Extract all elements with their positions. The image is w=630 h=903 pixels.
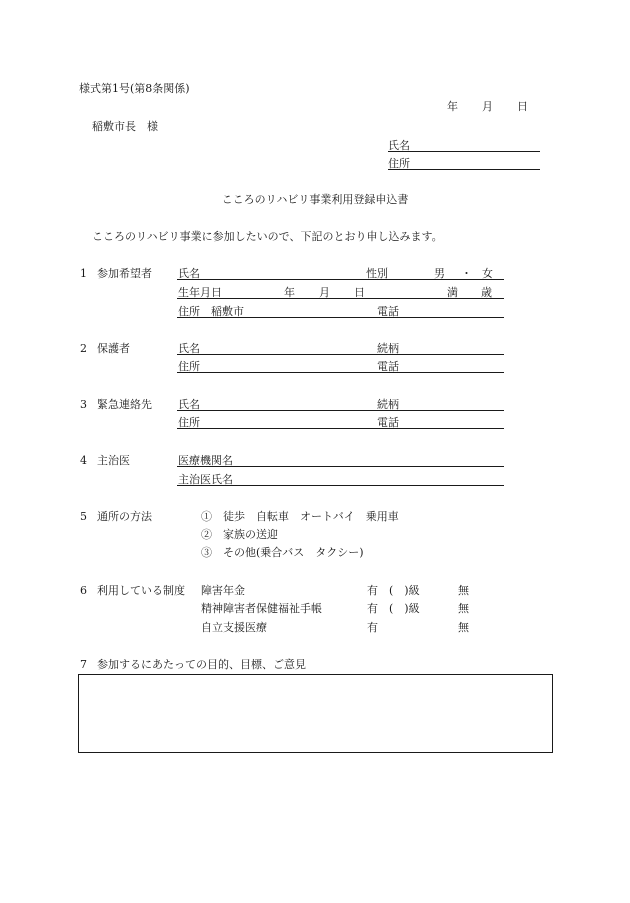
s1-birth-day: 日 [354,286,365,299]
s4-line-1[interactable] [177,466,504,467]
s2-line-2[interactable] [177,372,504,373]
s2-relation-label: 続柄 [377,342,399,355]
section-5-title: 通所の方法 [97,510,152,523]
s4-institution-label: 医療機関名 [178,454,233,467]
s1-dot: ・ [461,267,472,280]
s2-address-label: 住所 [178,360,200,373]
s3-line-1[interactable] [177,410,504,411]
s1-line-2[interactable] [177,298,504,299]
section-6-title: 利用している制度 [97,584,185,597]
s2-phone-label: 電話 [377,360,399,373]
s1-line-1[interactable] [177,279,504,280]
s4-line-2[interactable] [177,485,504,486]
section-2-number: 2 [80,342,87,355]
date-day: 日 [517,100,528,113]
s6-row-1-name: 障害年金 [201,584,245,597]
s1-age: 歳 [481,286,492,299]
date-month: 月 [482,100,493,113]
s1-city: 稲敷市 [211,305,244,318]
s3-address-label: 住所 [178,416,200,429]
s6-row-2-name: 精神障害者保健福祉手帳 [201,602,322,615]
section-2-title: 保護者 [97,342,130,355]
applicant-name-line[interactable] [388,151,540,152]
s6-row-3-has[interactable]: 有 [367,621,378,634]
s6-row-3-name: 自立支援医療 [201,621,267,634]
s2-name-label: 氏名 [178,342,200,355]
form-number: 様式第1号(第8条関係) [79,82,190,95]
s1-birth-year: 年 [284,286,295,299]
section-7-number: 7 [80,658,87,671]
addressee: 稲敷市長 様 [92,120,158,133]
s5-option-3[interactable]: ③ その他(乗合バス タクシー) [201,546,364,559]
purpose-textbox[interactable] [78,674,553,753]
s1-female[interactable]: 女 [482,267,493,280]
applicant-name-label: 氏名 [388,139,410,152]
section-1-number: 1 [80,267,87,280]
applicant-address-line[interactable] [388,169,540,170]
s1-phone-label: 電話 [377,305,399,318]
section-4-title: 主治医 [97,454,130,467]
section-4-number: 4 [80,454,87,467]
s3-relation-label: 続柄 [377,398,399,411]
s1-line-3[interactable] [177,317,504,318]
s6-row-1-has[interactable]: 有 ( )級 [367,584,420,597]
s3-name-label: 氏名 [178,398,200,411]
s1-male[interactable]: 男 [434,267,445,280]
document-title: こころのリハビリ事業利用登録申込書 [221,193,409,206]
s6-row-2-has[interactable]: 有 ( )級 [367,602,420,615]
intro-text: こころのリハビリ事業に参加したいので、下記のとおり申し込みます。 [92,230,443,243]
section-5-number: 5 [80,510,87,523]
s3-phone-label: 電話 [377,416,399,429]
s1-address-label: 住所 [178,305,200,318]
s1-birth-label: 生年月日 [178,286,222,299]
section-3-title: 緊急連絡先 [97,398,152,411]
date-year: 年 [447,100,458,113]
s4-doctor-label: 主治医氏名 [178,473,233,486]
section-1-title: 参加希望者 [97,267,152,280]
s6-row-3-none[interactable]: 無 [458,621,469,634]
s1-full: 満 [447,286,458,299]
s5-option-2[interactable]: ② 家族の送迎 [201,528,278,541]
s3-line-2[interactable] [177,428,504,429]
s2-line-1[interactable] [177,354,504,355]
section-6-number: 6 [80,584,87,597]
s5-option-1[interactable]: ① 徒歩 自転車 オートバイ 乗用車 [201,510,399,523]
s1-name-label: 氏名 [178,267,200,280]
s6-row-1-none[interactable]: 無 [458,584,469,597]
section-3-number: 3 [80,398,87,411]
applicant-address-label: 住所 [388,157,410,170]
s1-birth-month: 月 [319,286,330,299]
section-7-title: 参加するにあたっての目的、目標、ご意見 [97,658,306,671]
s1-sex-label: 性別 [366,267,388,280]
s6-row-2-none[interactable]: 無 [458,602,469,615]
